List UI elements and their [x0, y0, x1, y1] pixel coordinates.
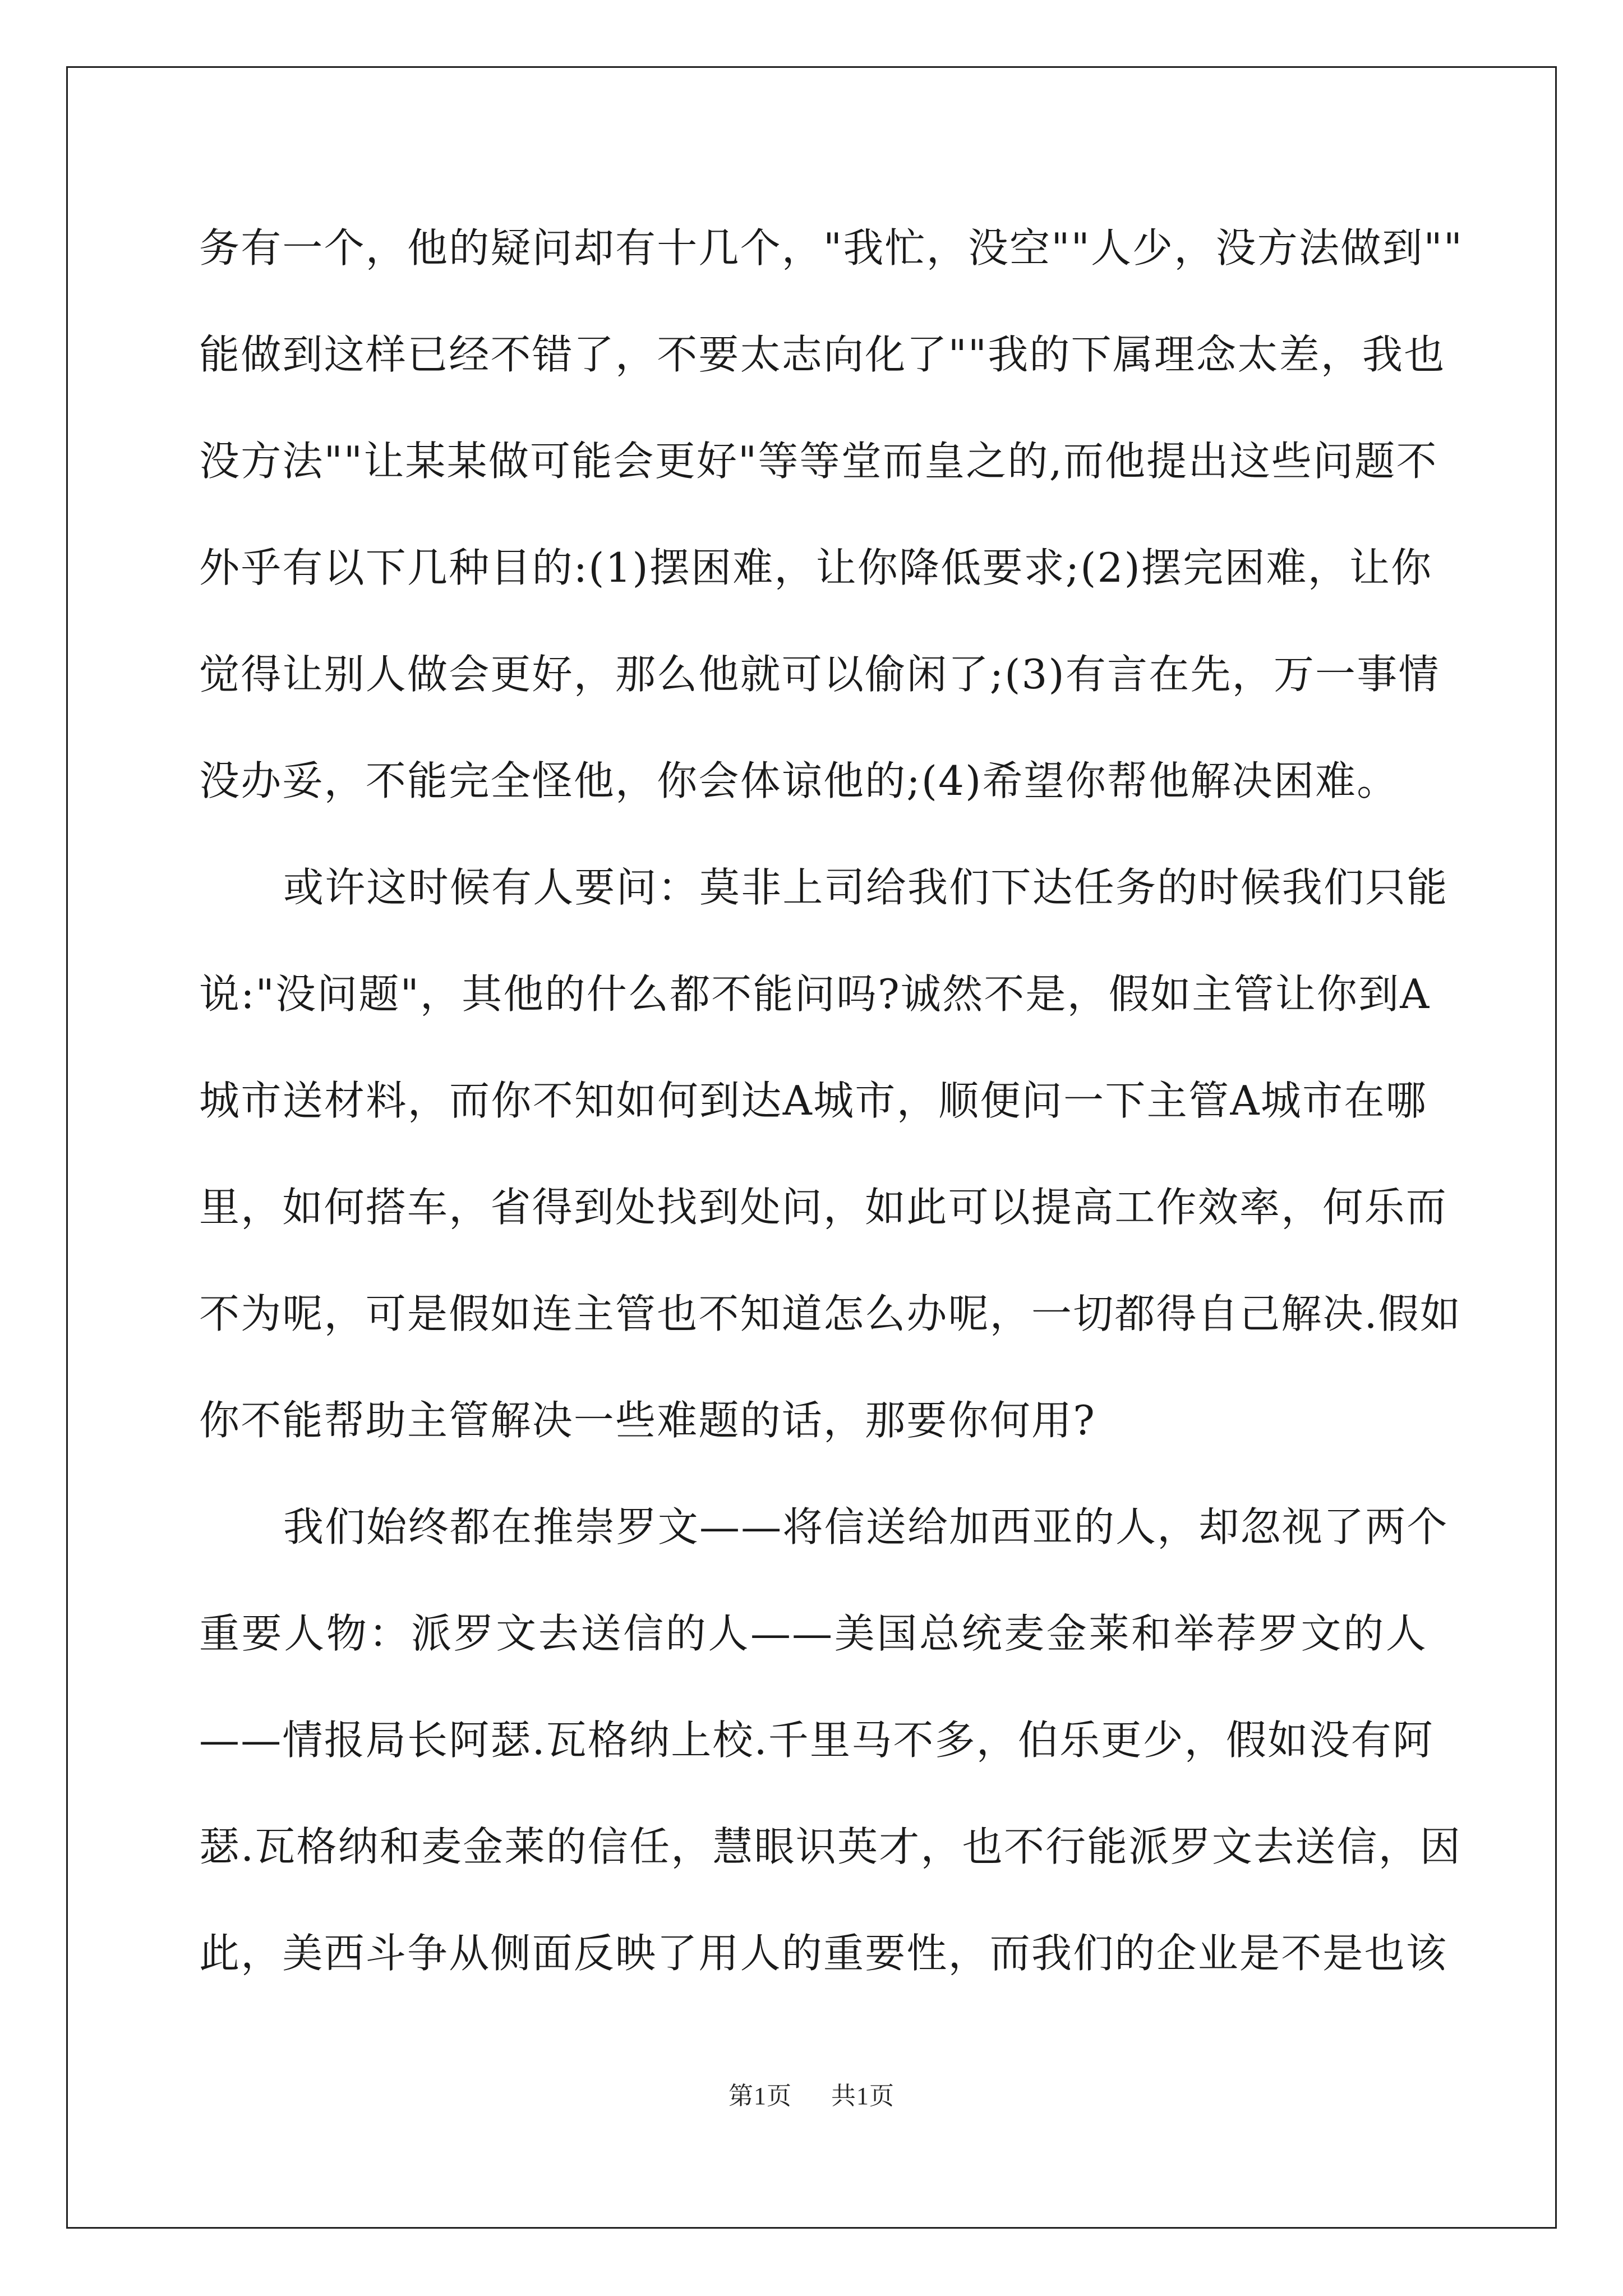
text-line: 瑟.瓦格纳和麦金莱的信任，慧眼识英才，也不行能派罗文去送信，因	[199, 1823, 1462, 1870]
text-line: 不为呢，可是假如连主管也不知道怎么办呢，一切都得自己解决.假如	[199, 1290, 1462, 1337]
page-total: 共1页	[831, 2082, 895, 2110]
text-line: 没方法""让某某做可能会更好"等等堂而皇之的,而他提出这些问题不	[199, 438, 1438, 485]
text-line: 城市送材料，而你不知如何到达A城市，顺便问一下主管A城市在哪	[199, 1077, 1427, 1124]
text-line: 没办妥，不能完全怪他，你会体谅他的;(4)希望你帮他解决困难。	[199, 757, 1399, 804]
text-line: 此，美西斗争从侧面反映了用人的重要性，而我们的企业是不是也该	[199, 1930, 1448, 1977]
text-line: 觉得让别人做会更好，那么他就可以偷闲了;(3)有言在先，万一事情	[199, 651, 1440, 698]
page-number: 第1页	[728, 2082, 792, 2110]
text-line: ——情报局长阿瑟.瓦格纳上校.千里马不多，伯乐更少，假如没有阿	[199, 1717, 1434, 1764]
text-line: 或许这时候有人要问：莫非上司给我们下达任务的时候我们只能	[283, 864, 1449, 911]
text-line: 务有一个，他的疑问却有十几个，"我忙，没空""人少，没方法做到""	[199, 224, 1464, 272]
document-body	[199, 203, 1464, 2015]
text-line: 说:"没问题"，其他的什么都不能问吗?诚然不是，假如主管让你到A	[199, 970, 1431, 1018]
text-line: 重要人物：派罗文去送信的人——美国总统麦金莱和举荐罗文的人	[199, 1610, 1427, 1657]
text-line: 我们始终都在推崇罗文——将信送给加西亚的人，却忽视了两个	[283, 1503, 1449, 1550]
text-line: 能做到这样已经不错了，不要太志向化了""我的下属理念太差，我也	[199, 331, 1446, 378]
page-footer	[0, 2076, 1623, 2111]
text-line: 外乎有以下几种目的:(1)摆困难，让你降低要求;(2)摆完困难，让你	[199, 544, 1433, 591]
text-line: 里，如何搭车，省得到处找到处问，如此可以提高工作效率，何乐而	[199, 1184, 1448, 1231]
text-line: 你不能帮助主管解决一些难题的话，那要你何用?	[199, 1397, 1096, 1444]
